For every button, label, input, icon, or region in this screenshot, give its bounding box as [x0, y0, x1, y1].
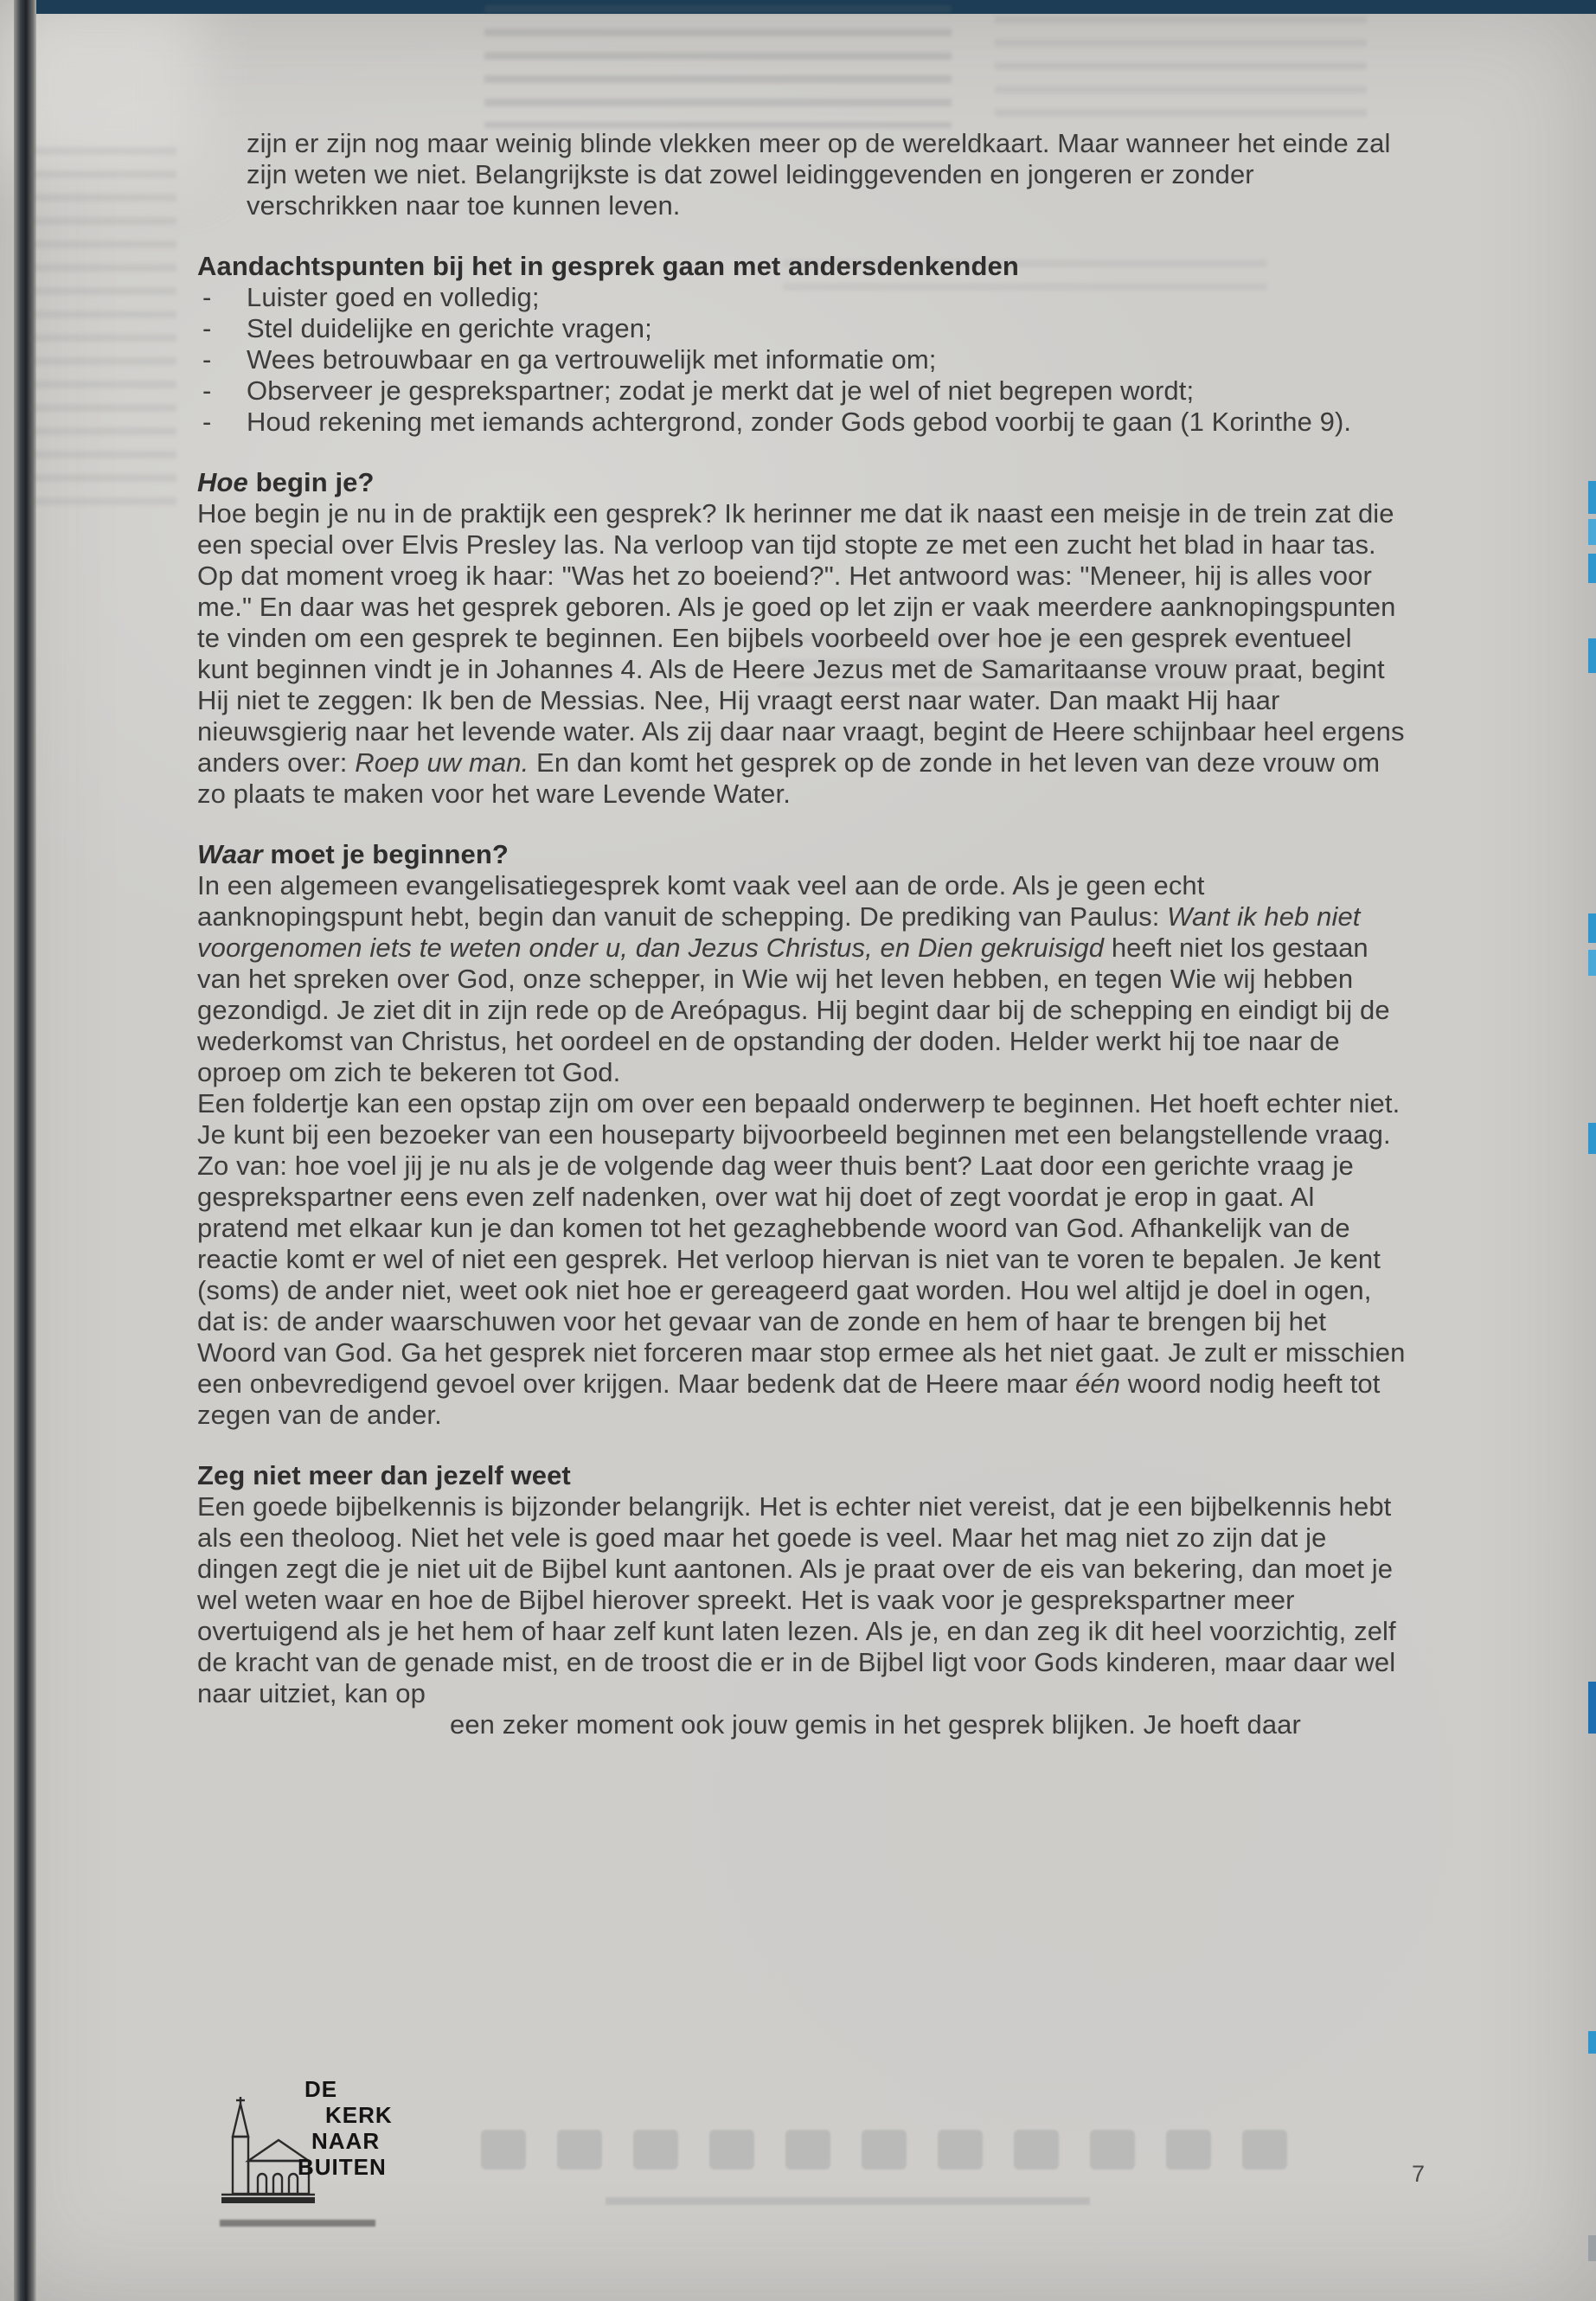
bleedthrough-mark [1588, 554, 1596, 583]
bleedthrough-mark [1588, 2235, 1596, 2261]
bleedthrough-mark [1588, 950, 1596, 976]
section-aandachtspunten [197, 251, 1408, 438]
bullet-list [197, 282, 1408, 438]
bleedthrough-mark [1588, 638, 1596, 673]
dash-marker: - [202, 282, 212, 312]
logo-word: DE [304, 2076, 338, 2102]
bleedthrough-text [31, 147, 176, 519]
paragraph: In een algemeen evangelisatiegesprek komt vaak veel aan de orde. Als je geen echt aanknopingspunt hebt, begin dan vanuit de schepping. De prediking van Paulus: Want ik heb niet voorgenomen iets te weten onder u, dan Jezus Christus, en Dien gekruisigd heeft niet los gestaan van het spreken over God, onze schepper, in Wie wij het leven hebben, en tegen Wie wij hebben gezondigd. Je ziet dit in zijn rede op de Areópagus. Hij begint daar bij de schepping en eindigt bij de wederkomst van Christus, het oordeel en de opstanding der doden. Helder werkt hij toe naar de oproep om zich te bekeren tot God. [197, 870, 1390, 1087]
bleedthrough-line [606, 2197, 1090, 2205]
page-content [197, 128, 1408, 1740]
bleedthrough-text [995, 16, 1367, 119]
logo-wordmark [215, 2076, 393, 2180]
bleedthrough-mark [1588, 481, 1596, 514]
bleedthrough-mark [1588, 519, 1596, 545]
dash-marker: - [202, 407, 212, 437]
paragraph-intro: zijn er zijn nog maar weinig blinde vlekken meer op de wereldkaart. Maar wanneer het einde zal zijn weten we niet. Belangrijkste is dat zowel leidinggevenden en jongeren er zonder verschrikken naar toe kunnen leven. [247, 128, 1391, 221]
kerk-naar-buiten-logo [215, 2074, 483, 2243]
bleedthrough-mark [1588, 913, 1596, 943]
bleedthrough-mark [1588, 1123, 1596, 1154]
bleedthrough-text [484, 5, 952, 128]
section-zeg-niet-meer [197, 1460, 1408, 1740]
list-item [197, 282, 1408, 313]
list-item [197, 344, 1408, 375]
section-waar-beginnen [197, 839, 1408, 1431]
list-item-text: Luister goed en volledig; [247, 282, 540, 312]
paragraph-indented: een zeker moment ook jouw gemis in het gesprek blijken. Je hoeft daar [450, 1709, 1301, 1740]
section-hoe-begin-je [197, 467, 1408, 810]
paragraph: Een goede bijbelkennis is bijzonder belangrijk. Het is echter niet vereist, dat je een bijbelkennis hebt als een theoloog. Niet het vele is goed maar het goede is veel. Maar het mag niet zo zijn dat je dingen zegt die je niet uit de Bijbel kunt aantonen. Als je praat over de eis van bekering, dan moet je wel weten waar en hoe de Bijbel hierover spreekt. Het is vaak voor je gesprekspartner meer overtuigend als je het hem of haar zelf kunt laten lezen. Als je, en dan zeg ik dit heel voorzichtig, zelf de kracht van de genade mist, en de troost die er in de Bijbel ligt voor Gods kinderen, maar daar wel naar uitziet, kan op [197, 1491, 1396, 1708]
bleedthrough-mark [1588, 1682, 1596, 1734]
page-number: 7 [1412, 2161, 1426, 2187]
list-item-text: Stel duidelijke en gerichte vragen; [247, 313, 652, 343]
section-heading: Aandachtspunten bij het in gesprek gaan met andersdenkenden [197, 251, 1019, 281]
bleedthrough-mark [1588, 2031, 1596, 2054]
dash-marker: - [202, 375, 212, 406]
section-heading: Hoe begin je? [197, 467, 375, 497]
paragraph: Hoe begin je nu in de praktijk een gesprek? Ik herinner me dat ik naast een meisje in de trein zat die een special over Elvis Presley las. Na verloop van tijd stopte ze met een zucht het blad in haar tas. Op dat moment vroeg ik haar: "Was het zo boeiend?". Het antwoord was: "Meneer, hij is alles voor me." En daar was het gesprek geboren. Als je goed op let zijn er vaak meerdere aanknopingspunten te vinden om een gesprek te beginnen. Een bijbels voorbeeld over hoe je een gesprek eventueel kunt beginnen vindt je in Johannes 4. Als de Heere Jezus met de Samaritaanse vrouw praat, begint Hij niet te zeggen: Ik ben de Messias. Nee, Hij vraagt eerst naar water. Dan maakt Hij haar nieuwsgierig naar het levende water. Als zij daar naar vraagt, begint de Heere schijnbaar heel ergens anders over: Roep uw man. En dan komt het gesprek op de zonde in het leven van deze vrouw om zo plaats te maken voor het ware Levende Water. [197, 498, 1405, 809]
paragraph: Een foldertje kan een opstap zijn om over een bepaald onderwerp te beginnen. Het hoeft echter niet. Je kunt bij een bezoeker van een houseparty bijvoorbeeld beginnen met een belangstellende vraag. Zo van: hoe voel jij je nu als je de volgende dag weer thuis bent? Laat door een gerichte vraag je gesprekspartner eens even zelf nadenken, over wat hij doet of zegt voordat je erop in gaat. Al pratend met elkaar kun je dan komen tot het gezaghebbende woord van God. Afhankelijk van de reactie komt er wel of niet een gesprek. Het verloop hiervan is niet van te voren te bepalen. Je kent (soms) de ander niet, weet ook niet hoe er gereageerd gaat worden. Hou wel altijd je doel in ogen, dat is: de ander waarschuwen voor het gevaar van de zonde en hem of haar te brengen bij het Woord van God. Ga het gesprek niet forceren maar stop ermee als het niet gaat. Je zult er misschien een onbevredigend gevoel over krijgen. Maar bedenk dat de Heere maar één woord nodig heeft tot zegen van de ander. [197, 1088, 1406, 1430]
section-heading: Waar moet je beginnen? [197, 839, 509, 869]
logo-word: KERK [325, 2102, 393, 2128]
list-item-text: Houd rekening met iemands achtergrond, zonder Gods gebod voorbij te gaan (1 Korinthe 9). [247, 407, 1352, 437]
bleedthrough-thumbnails [481, 2130, 1287, 2170]
logo-word: NAAR [311, 2128, 381, 2154]
list-item [197, 407, 1408, 438]
logo-caption-smudge [220, 2220, 375, 2227]
list-item-text: Wees betrouwbaar en ga vertrouwelijk met informatie om; [247, 344, 937, 375]
logo-word: BUITEN [298, 2154, 387, 2180]
dash-marker: - [202, 344, 212, 375]
list-item [197, 313, 1408, 344]
list-item-text: Observeer je gesprekspartner; zodat je merkt dat je wel of niet begrepen wordt; [247, 375, 1195, 406]
list-item [197, 375, 1408, 407]
dash-marker: - [202, 313, 212, 343]
section-heading: Zeg niet meer dan jezelf weet [197, 1460, 571, 1490]
